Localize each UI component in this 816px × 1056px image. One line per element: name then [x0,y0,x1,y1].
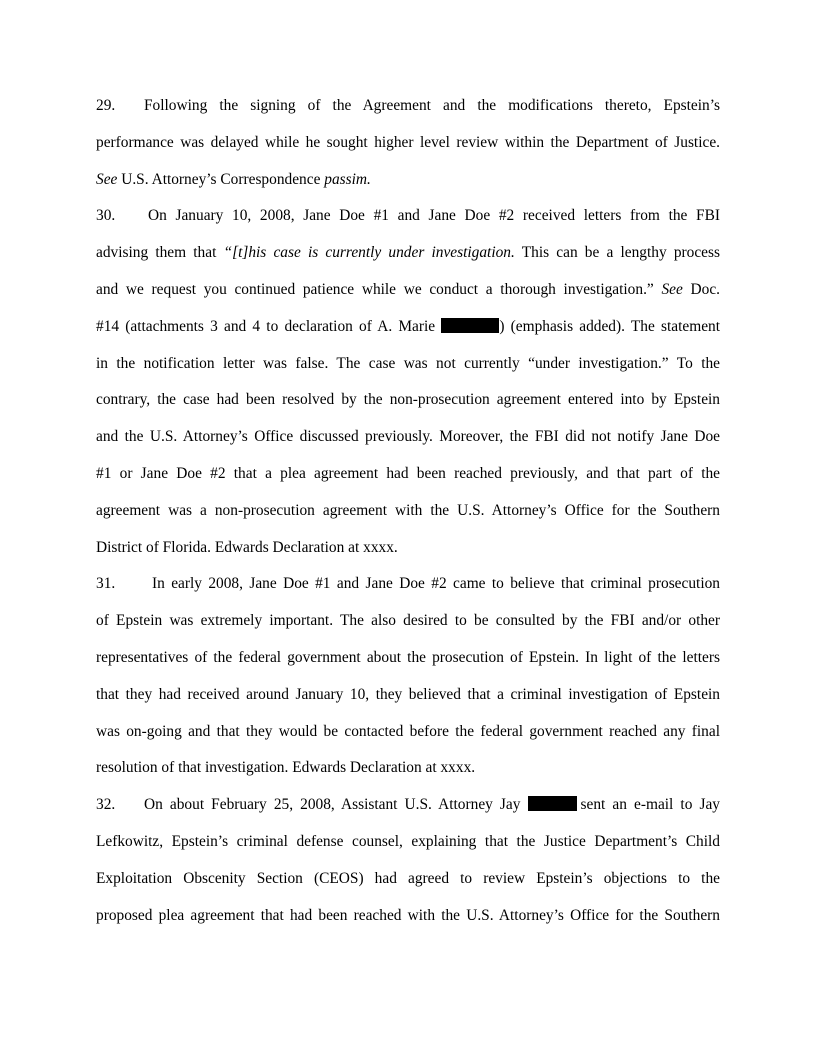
text: This can be a lengthy process [514,244,720,262]
paragraph-30-line-10: District of Florida. Edwards Declaration at xxxx. [96,538,398,556]
paragraph-30-line-3 [96,272,720,309]
text: On January 10, 2008, Jane Doe #1 and Jane Doe #2 received letters from the FBI [148,207,720,225]
paragraph-number: 32. [96,796,116,814]
paragraph-31-line-3: representatives of the federal government about the prosecution of Epstein. In light of the letters [96,648,720,666]
text: Doc. [682,280,720,298]
redaction-box [528,796,577,811]
paragraph-30-line-8: #1 or Jane Doe #2 that a plea agreement had been reached previously, and that part of the [96,464,720,482]
redaction-box [441,318,499,333]
text: and we request you continued patience while we conduct a thorough investigation.” [96,280,662,298]
paragraph-30-line-4 [96,309,720,346]
text: On about February 25, 2008, Assistant U.S. Attorney Jay [144,796,528,814]
paragraph-31-line-5: was on-going and that they would be contacted before the federal government reached any final [96,722,720,740]
text: U.S. Attorney’s Correspondence [117,170,325,188]
paragraph-31-line-1 [96,566,720,603]
paragraph-29-line-3 [96,162,720,199]
paragraph-number: 29. [96,97,116,114]
see-signal: See [661,280,683,298]
paragraph-31-line-6: resolution of that investigation. Edwards Declaration at xxxx. [96,759,476,777]
see-signal: See [96,170,118,188]
document-page [96,88,720,934]
text: In early 2008, Jane Doe #1 and Jane Doe #2 came to believe that criminal prosecution [152,575,720,593]
paragraph-30-line-2 [96,235,720,272]
text: #14 (attachments 3 and 4 to declaration of A. Marie [96,317,442,335]
paragraph-number: 31. [96,575,116,593]
paragraph-31-line-2: of Epstein was extremely important. The also desired to be consulted by the FBI and/or other [96,612,720,630]
paragraph-29-line-2: performance was delayed while he sought higher level review within the Department of Justice. [96,133,720,151]
text: advising them that [96,244,224,262]
text: ) (emphasis added). The statement [499,317,720,335]
paragraph-30-line-6: contrary, the case had been resolved by the non-prosecution agreement entered into by Epstein [96,391,720,409]
quoted-text: “[t]his case is currently under investigation. [223,244,515,262]
text: Following the signing of the Agreement and the modifications thereto, Epstein’s [144,97,720,114]
passim-signal: passim. [324,170,371,188]
paragraph-32-line-1 [96,787,720,824]
text: sent an e-mail to Jay [580,796,720,814]
paragraph-30-line-7: and the U.S. Attorney’s Office discussed previously. Moreover, the FBI did not notify Jane Doe [96,428,720,446]
paragraph-31-line-4: that they had received around January 10, they believed that a criminal investigation of Epstein [96,685,720,703]
paragraph-30-line-5: in the notification letter was false. The case was not currently “under investigation.” To the [96,354,720,372]
paragraph-30-line-9: agreement was a non-prosecution agreement with the U.S. Attorney’s Office for the Southern [96,501,720,519]
paragraph-32-line-3: Exploitation Obscenity Section (CEOS) had agreed to review Epstein’s objections to the [96,869,720,887]
paragraph-number: 30. [96,207,116,225]
paragraph-32-line-4: proposed plea agreement that had been reached with the U.S. Attorney’s Office for the Southern [96,906,720,924]
paragraph-30-line-1 [96,198,720,235]
paragraph-29-line-1 [96,88,720,125]
paragraph-32-line-2: Lefkowitz, Epstein’s criminal defense counsel, explaining that the Justice Department’s Child [96,832,720,850]
